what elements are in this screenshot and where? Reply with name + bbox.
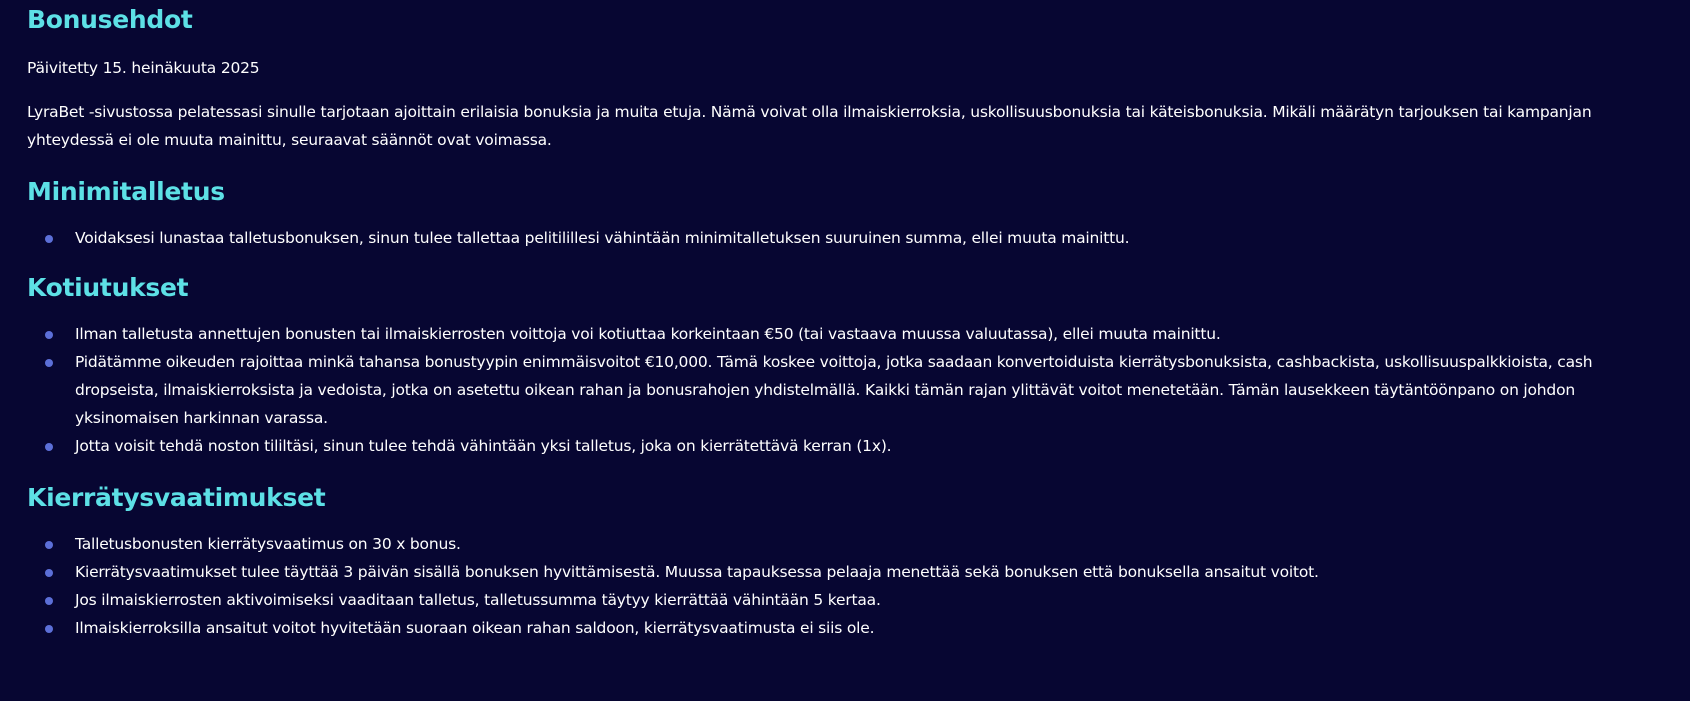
updated-date: Päivitetty 15. heinäkuuta 2025	[27, 59, 260, 77]
list-item-text: Kierrätysvaatimukset tulee täyttää 3 päivän sisällä bonuksen hyvittämisestä. Muussa tapauksessa pelaaja menettää sekä bonuksen että bonuksella ansaitut voitot.	[75, 563, 1319, 581]
list-item-text: Ilman talletusta annettujen bonusten tai ilmaiskierrosten voittoja voi kotiuttaa korkeintaan €50 (tai vastaava muussa valuutassa), ellei muuta mainittu.	[75, 325, 1221, 343]
kotiutukset-list	[27, 320, 1667, 460]
intro-paragraph: LyraBet -sivustossa pelatessasi sinulle tarjotaan ajoittain erilaisia bonuksia ja muita etuja. Nämä voivat olla ilmaiskierroksia, uskollisuusbonuksia tai käteisbonuksia. Mikäli määrätyn tarjouksen tai kampanjan yhteydessä ei ole muuta mainittu, seuraavat säännöt ovat voimassa.	[27, 103, 1592, 149]
bullet-icon	[45, 597, 53, 605]
list-item-text: Jotta voisit tehdä noston tililtäsi, sinun tulee tehdä vähintään yksi talletus, joka on kierrätettävä kerran (1x).	[75, 437, 892, 455]
list-item-text: Ilmaiskierroksilla ansaitut voitot hyvitetään suoraan oikean rahan saldoon, kierrätysvaatimusta ei siis ole.	[75, 619, 875, 637]
section-heading-kierratysvaatimukset: Kierrätysvaatimukset	[27, 483, 326, 512]
section-heading-minimitalletus: Minimitalletus	[27, 177, 225, 206]
bullet-icon	[45, 541, 53, 549]
minimitalletus-list	[27, 224, 1667, 252]
bullet-icon	[45, 235, 53, 243]
section-heading-kotiutukset: Kotiutukset	[27, 273, 189, 302]
list-item	[27, 348, 1667, 432]
kierratysvaatimukset-list	[27, 530, 1667, 642]
bullet-icon	[45, 569, 53, 577]
list-item	[27, 432, 1667, 460]
list-item-text: Talletusbonusten kierrätysvaatimus on 30 x bonus.	[75, 535, 461, 553]
list-item	[27, 530, 1667, 558]
list-item	[27, 558, 1667, 586]
bullet-icon	[45, 331, 53, 339]
bullet-icon	[45, 443, 53, 451]
bullet-icon	[45, 359, 53, 367]
page-title: Bonusehdot	[27, 5, 193, 34]
list-item-text: Pidätämme oikeuden rajoittaa minkä tahansa bonustyypin enimmäisvoitot €10,000. Tämä koskee voittoja, jotka saadaan konvertoiduista kierrätysbonuksista, cashbackista, uskollisuuspalkkioista, cash dropseista, ilmaiskierroksista ja vedoista, jotka on asetettu oikean rahan ja bonusrahojen yhdistelmällä. Kaikki tämän rajan ylittävät voitot menetetään. Tämän lausekkeen täytäntöönpano on johdon yksinomaisen harkinnan varassa.	[75, 353, 1593, 427]
list-item	[27, 586, 1667, 614]
list-item	[27, 224, 1667, 252]
list-item-text: Jos ilmaiskierrosten aktivoimiseksi vaaditaan talletus, talletussumma täytyy kierrättää vähintään 5 kertaa.	[75, 591, 881, 609]
list-item	[27, 614, 1667, 642]
list-item	[27, 320, 1667, 348]
bullet-icon	[45, 625, 53, 633]
list-item-text: Voidaksesi lunastaa talletusbonuksen, sinun tulee tallettaa pelitilillesi vähintään minimitalletuksen suuruinen summa, ellei muuta mainittu.	[75, 229, 1130, 247]
